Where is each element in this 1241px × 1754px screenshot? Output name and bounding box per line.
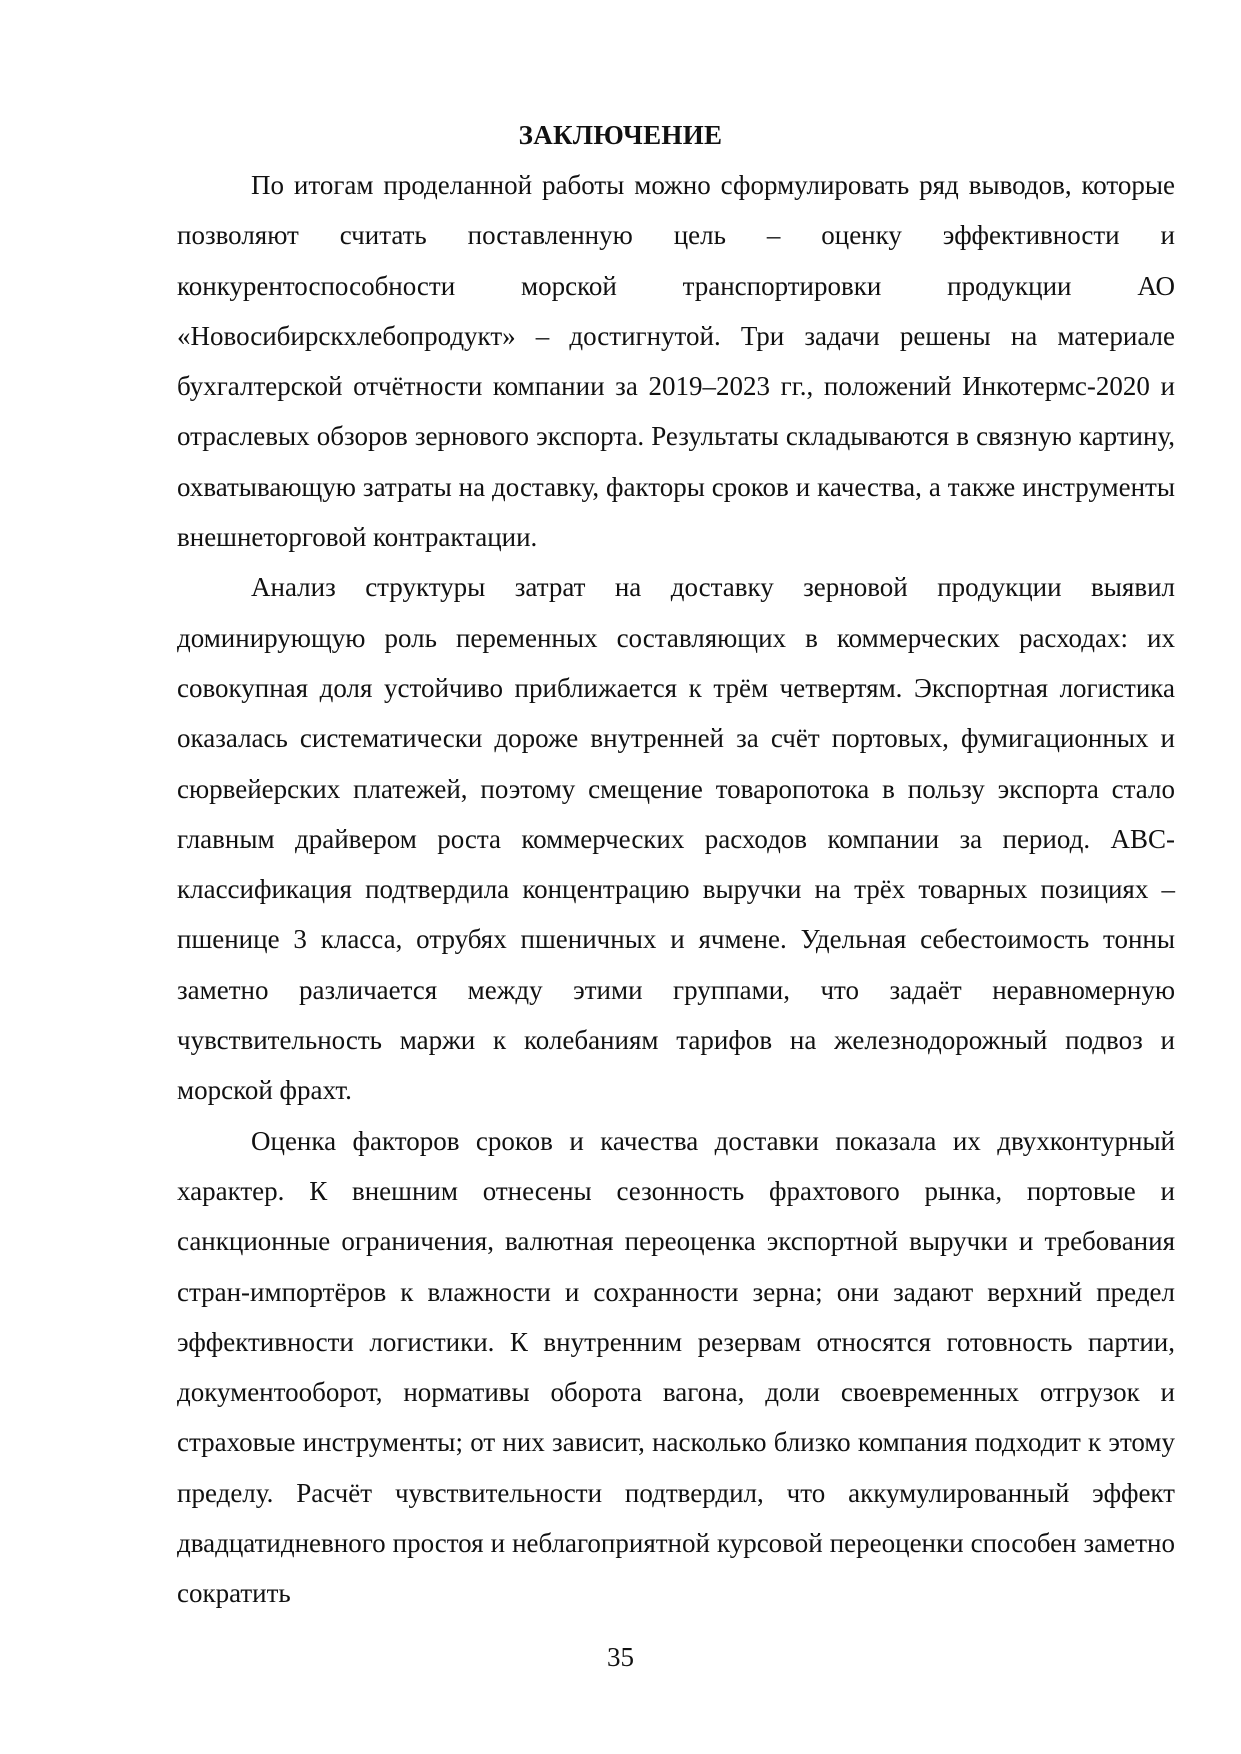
paragraph-1: По итогам проделанной работы можно сформулировать ряд выводов, которые позволяют считать поставленную цель – оценку эффективности и конкурентоспособности морской транспортировки продукции АО «Новосибирскхлебопродукт» – достигнутой. Три задачи решены на материале бухгалтерской отчётности компании за 2019–2023 гг., положений Инкотермс-2020 и отраслевых обзоров зернового экспорта. Результаты складываются в связную картину, охватывающую затраты на доставку, факторы сроков и качества, а также инструменты внешнеторговой контрактации. xyxy=(177,170,1175,553)
paragraph-3: Оценка факторов сроков и качества доставки показала их двухконтурный характер. К внешним отнесены сезонность фрахтового рынка, портовые и санкционные ограничения, валютная переоценка экспортной выручки и требования стран-импортёров к влажности и сохранности зерна; они задают верхний предел эффективности логистики. К внутренним резервам относятся готовность партии, документооборот, нормативы оборота вагона, доли своевременных отгрузок и страховые инструменты; от них зависит, насколько близко компания подходит к этому пределу. Расчёт чувствительности подтвердил, что аккумулированный эффект двадцатидневного простоя и неблагоприятной курсовой переоценки способен заметно сократить xyxy=(177,1125,1175,1609)
page-number: 35 xyxy=(607,1642,634,1672)
paragraph-2: Анализ структуры затрат на доставку зерновой продукции выявил доминирующую роль переменных составляющих в коммерческих расходах: их совокупная доля устойчиво приближается к трём четвертям. Экспортная логистика оказалась систематически дороже внутренней за счёт портовых, фумигационных и сюрвейерских платежей, поэтому смещение товаропотока в пользу экспорта стало главным драйвером роста коммерческих расходов компании за период. ABC-классификация подтвердила концентрацию выручки на трёх товарных позициях – пшенице 3 класса, отрубях пшеничных и ячмене. Удельная себестоимость тонны заметно различается между этими группами, что задаёт неравномерную чувствительность маржи к колебаниям тарифов на железнодорожный подвоз и морской фрахт. xyxy=(177,572,1175,1106)
body-text xyxy=(177,160,1175,1619)
section-heading: ЗАКЛЮЧЕНИЕ xyxy=(518,120,723,150)
